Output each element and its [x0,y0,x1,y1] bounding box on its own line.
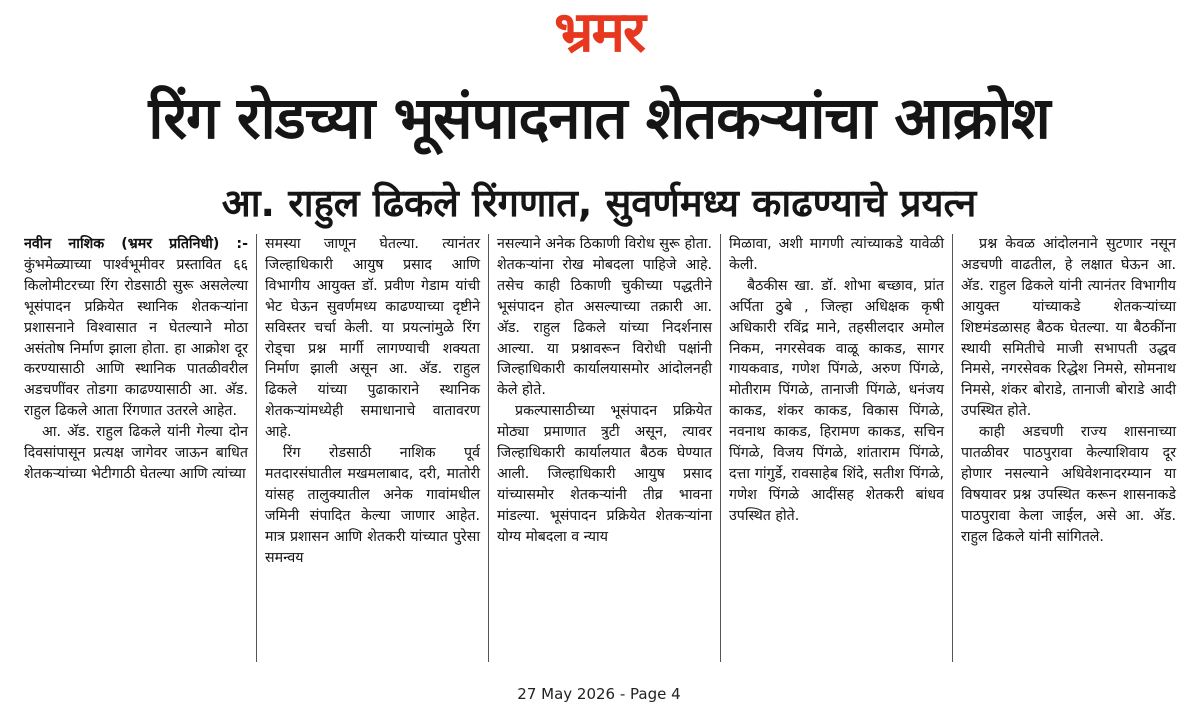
article-column-5 [952,234,1184,662]
article-paragraph: काही अडचणी राज्य शासनाच्या पातळीवर पाठपुरावा केल्याशिवाय दूर होणार नसल्याने अधिवेशनादरम्यान या विषयावर प्रश्न उपस्थित करून शासनाकडे पाठपुरावा केला जाईल, असे आ. अ‍ॅड. राहुल ढिकले यांनी सांगितले. [961,424,1176,545]
article-subheadline: आ. राहुल ढिकले रिंगणात, सुवर्णमध्य काढण्याचे प्रयत्न [221,181,977,225]
article-paragraph: नसल्याने अनेक ठिकाणी विरोध सुरू होता. शेतकऱ्यांना रोख मोबदला पाहिजे आहे. तसेच काही ठिकाणी चुकीच्या पद्धतीने भूसंपादन होत असल्याच्या तक्रारी आ. अ‍ॅड. राहुल ढिकले यांच्या निदर्शनास आल्या. या प्रश्नावरून विरोधी पक्षांनी जिल्हाधिकारी कार्यालयासमोर आंदोलनही केले होते. [497,236,712,399]
article-headline: रिंग रोडच्या भूसंपादनात शेतकऱ्यांचा आक्रोश [148,84,1050,152]
article-paragraph: मिळावा, अशी मागणी त्यांच्याकडे यावेळी केली. [729,236,944,273]
article-paragraph: प्रकल्पासाठीच्या भूसंपादन प्रक्रियेत मोठ्या प्रमाणात त्रुटी असून, त्यावर जिल्हाधिकारी कार्यालयात बैठक घेण्यात आली. जिल्हाधिकारी आयुष प्रसाद यांच्यासमोर शेतकऱ्यांनी तीव्र भावना मांडल्या. भूसंपादन प्रक्रियेत शेतकऱ्यांना योग्य मोबदला व न्याय [497,403,712,545]
page-footer: 27 May 2026 - Page 4 [517,685,681,703]
article-paragraph: आ. अ‍ॅड. राहुल ढिकले यांनी गेल्या दोन दिवसांपासून प्रत्यक्ष जागेवर जाऊन बाधित शेतकऱ्यांच्या भेटीगाठी घेतल्या आणि त्यांच्या [24,424,248,482]
article-byline: नवीन नाशिक (भ्रमर प्रतिनिधी) :- [24,236,248,252]
article-paragraph: रिंग रोडसाठी नाशिक पूर्व मतदारसंघातील मखमलाबाद, दरी, मातोरी यांसह तालुक्यातील अनेक गावांमधील जमिनी संपादित केल्या जाणार आहेत. मात्र प्रशासन आणि शेतकरी यांच्यात पुरेसा समन्वय [265,445,480,566]
paragraph-text: कुंभमेळ्याच्या पार्श्वभूमीवर प्रस्तावित ६६ किलोमीटरच्या रिंग रोडसाठी सुरू असलेल्या भूसंपादन प्रक्रियेत स्थानिक शेतकऱ्यांना प्रशासनाने विश्वासात न घेतल्याने मोठा असंतोष निर्माण झाला होता. हा आक्रोश दूर करण्यासाठी आणि स्थानिक पातळीवरील अडचणींवर तोडगा काढण्यासाठी आ. अ‍ॅड. राहुल ढिकले आता रिंगणात उतरले आहेत. [24,256,248,420]
masthead-logo [0,2,1198,66]
article-paragraph [24,234,248,422]
article-body [24,234,1184,662]
article-column-1 [24,234,256,662]
article-paragraph: समस्या जाणून घेतल्या. त्यानंतर जिल्हाधिकारी आयुष प्रसाद आणि विभागीय आयुक्त डॉ. प्रवीण गेडाम यांची भेट घेऊन सुवर्णमध्य काढण्याच्या दृष्टीने सविस्तर चर्चा केली. या प्रयत्नांमुळे रिंग रोड्चा प्रश्न मार्गी लागण्याची शक्यता निर्माण झाली असून आ. अ‍ॅड. राहुल ढिकले यांच्या पुढाकाराने स्थानिक शेतकऱ्यांमध्येही समाधानाचे वातावरण आहे. [265,236,480,441]
masthead-logo-text: भ्रमर [554,0,644,65]
article-column-2 [256,234,488,662]
article-paragraph: बैठकीस खा. डॉ. शोभा बच्छाव, प्रांत अर्पिता ठुबे , जिल्हा अधिक्षक कृषी अधिकारी रविंद्र माने, तहसीलदार अमोल निकम, नगरसेवक वाळू काकड, सागर गायकवाड, गणेश पिंगळे, अरुण पिंगळे, मोतीराम पिंगळे, तानाजी पिंगळे, धनंजय काकड, शंकर काकड, विकास पिंगळे, नवनाथ काकड, हिरामण काकड, सचिन पिंगळे, विजय पिंगळे, शांताराम पिंगळे, दत्ता गांगुर्डे, रावसाहेब शिंदे, सतीश पिंगळे, गणेश पिंगळे आदींसह शेतकरी बांधव उपस्थित होते. [729,277,944,524]
article-paragraph: प्रश्न केवळ आंदोलनाने सुटणार नसून अडचणी वाढतील, हे लक्षात घेऊन आ. अ‍ॅड. राहुल ढिकले यांनी त्यानंतर विभागीय आयुक्त यांच्याकडे शेतकऱ्यांच्या शिष्टमंडळासह बैठक घेतल्या. या बैठकींना स्थायी समितीचे माजी सभापती उद्धव निमसे, नगरसेवक रिद्धेश निमसे, सोमनाथ निमसे, शंकर बोराडे, तानाजी बोराडे आदी उपस्थित होते. [961,236,1176,420]
article-column-4 [720,234,952,662]
article-column-3 [488,234,720,662]
